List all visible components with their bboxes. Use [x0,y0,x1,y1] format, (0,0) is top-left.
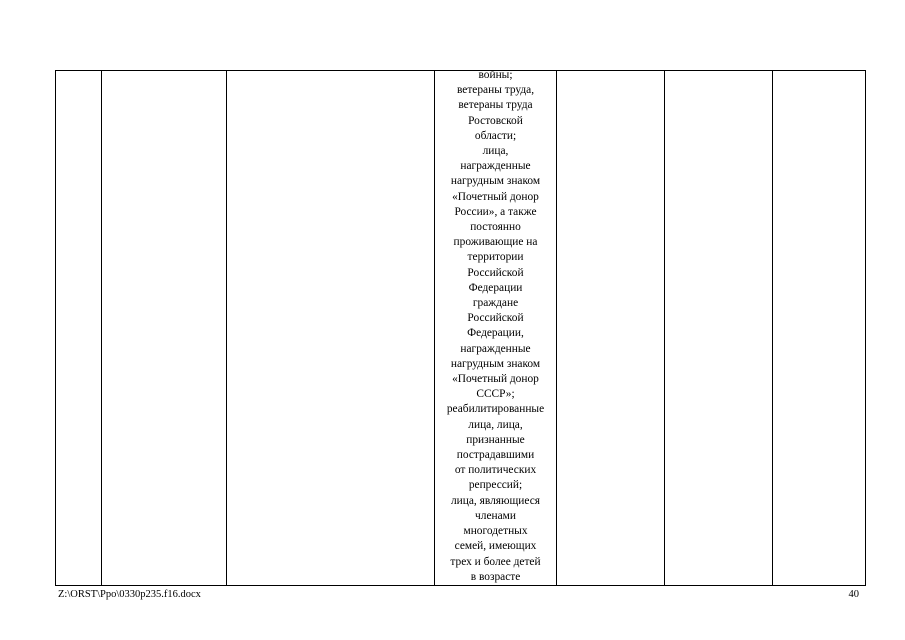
text-line: ветераны труда, [456,84,535,97]
table-row [56,71,866,586]
text-line: «Почетный донор [452,190,539,203]
text-line: Российской [467,266,524,279]
table-cell-col6 [665,71,773,586]
text-line: многодетных [463,525,528,538]
text-line: семей, имеющих [454,540,537,553]
text-line: от политических [454,464,537,477]
text-line: пострадавшими [456,449,535,462]
text-line: членами [475,509,516,522]
text-line: трех и более детей [450,555,541,568]
text-line: области; [474,129,517,142]
text-line: территории [467,251,524,264]
text-line: ветераны труда [458,99,533,112]
table-cell-col5 [557,71,665,586]
footer-page-number: 40 [848,589,859,600]
text-line: Федерации [468,281,523,294]
text-line: «Почетный донор [452,373,539,386]
beneficiary-categories-text [435,68,556,585]
data-table [55,70,866,586]
text-line: реабилитированные [446,403,545,416]
table-cell-col4 [435,71,557,586]
text-line: Федерации, [467,327,524,340]
text-line: России», а также [454,205,537,218]
text-line: лица, лица, [468,418,523,431]
text-line: награжденные [460,160,531,173]
text-line: постоянно [470,221,521,234]
table-cell-col2 [102,71,227,586]
table-cell-col3 [227,71,435,586]
text-line: проживающие на [453,236,538,249]
text-line: лица, [482,145,509,158]
text-line: репрессий; [468,479,523,492]
text-line: награжденные [460,342,531,355]
text-line: в возрасте [470,570,521,583]
text-line: нагрудным знаком [450,175,541,188]
text-line: нагрудным знаком [450,357,541,370]
table-cell-col7 [773,71,866,586]
text-line: лица, являющиеся [450,494,541,507]
text-line: Российской [467,312,524,325]
table-cell-col1 [56,71,102,586]
text-line: граждане [472,297,519,310]
text-line: войны; [478,69,513,81]
text-line: СССР»; [476,388,515,401]
text-line: Ростовской [468,114,523,127]
footer-file-path: Z:\ORST\Ppo\0330p235.f16.docx [58,589,201,600]
text-line: признанные [466,433,525,446]
